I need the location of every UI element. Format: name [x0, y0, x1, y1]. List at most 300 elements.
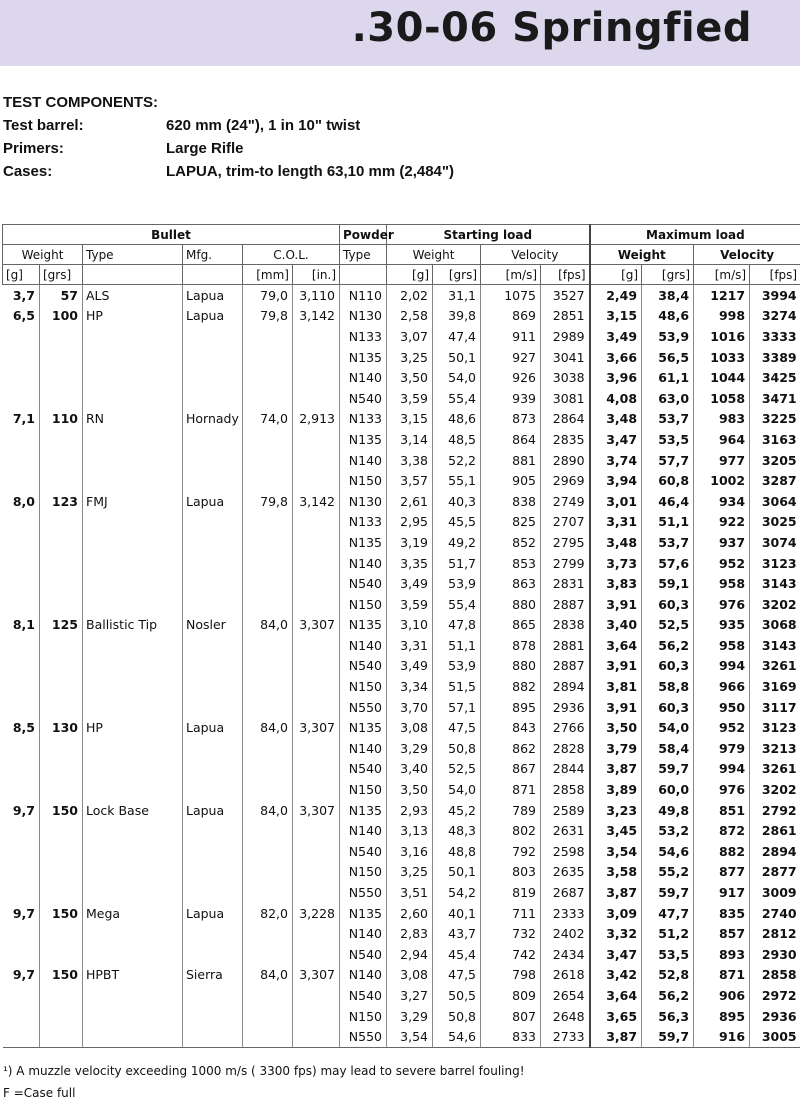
start-velocity-ms-cell: 819 — [481, 882, 541, 903]
max-weight-grs-cell: 53,5 — [642, 944, 694, 965]
manufacturer-cell — [183, 1006, 243, 1027]
bullet-type-cell — [83, 594, 183, 615]
max-velocity-fps-cell: 2877 — [750, 862, 800, 883]
col-mm-cell — [243, 450, 293, 471]
bullet-type-cell: Mega — [83, 903, 183, 924]
start-velocity-fps-cell: 2881 — [541, 635, 590, 656]
start-velocity-ms-cell: 911 — [481, 326, 541, 347]
start-velocity-ms-cell: 711 — [481, 903, 541, 924]
max-velocity-ms-cell: 994 — [694, 656, 750, 677]
start-velocity-ms-cell: 939 — [481, 388, 541, 409]
start-velocity-fps-cell: 2707 — [541, 512, 590, 533]
bullet-weight-g-cell — [3, 594, 40, 615]
bullet-weight-g-cell — [3, 388, 40, 409]
max-weight-grs-cell: 58,4 — [642, 738, 694, 759]
max-velocity-ms-cell: 958 — [694, 635, 750, 656]
col-mm-cell: 84,0 — [243, 717, 293, 738]
table-row — [3, 779, 800, 800]
max-weight-grs-cell: 63,0 — [642, 388, 694, 409]
bullet-weight-g-cell — [3, 676, 40, 697]
max-weight-grs-cell: 59,7 — [642, 882, 694, 903]
max-weight-grs-cell: 51,1 — [642, 512, 694, 533]
max-weight-grs-cell: 51,2 — [642, 923, 694, 944]
component-label: Cases: — [3, 160, 166, 183]
bullet-weight-grs-cell: 150 — [40, 800, 83, 821]
bullet-weight-g-cell — [3, 656, 40, 677]
bullet-weight-g-cell: 9,7 — [3, 800, 40, 821]
bullet-weight-grs-cell — [40, 1026, 83, 1047]
start-weight-g-cell: 3,49 — [387, 573, 433, 594]
bullet-weight-g-cell — [3, 779, 40, 800]
col-in-cell — [293, 697, 340, 718]
max-velocity-ms-cell: 958 — [694, 573, 750, 594]
max-weight-g-cell: 3,23 — [590, 800, 642, 821]
start-velocity-fps-cell: 3041 — [541, 347, 590, 368]
start-velocity-fps-cell: 2936 — [541, 697, 590, 718]
max-velocity-fps-cell: 3261 — [750, 656, 800, 677]
max-weight-g-cell: 3,79 — [590, 738, 642, 759]
start-weight-grs-cell: 52,2 — [433, 450, 481, 471]
start-velocity-fps-cell: 2835 — [541, 429, 590, 450]
start-weight-grs-cell: 55,1 — [433, 470, 481, 491]
start-weight-grs-cell: 48,6 — [433, 409, 481, 430]
powder-type-cell: N150 — [340, 779, 387, 800]
max-velocity-fps-cell: 3333 — [750, 326, 800, 347]
table-row — [3, 965, 800, 986]
max-velocity-fps-cell: 3068 — [750, 615, 800, 636]
max-velocity-ms-cell: 994 — [694, 759, 750, 780]
unit-max-ms: [m/s] — [694, 265, 750, 285]
bullet-type-cell — [83, 347, 183, 368]
col-in-cell — [293, 985, 340, 1006]
col-in-cell — [293, 532, 340, 553]
group-header-row — [3, 225, 800, 245]
max-velocity-ms-cell: 976 — [694, 594, 750, 615]
col-mm-cell — [243, 573, 293, 594]
max-velocity-ms-cell: 922 — [694, 512, 750, 533]
col-mm-cell: 74,0 — [243, 409, 293, 430]
component-label: Test barrel: — [3, 114, 166, 137]
col-mm-cell — [243, 594, 293, 615]
start-velocity-fps-cell: 2858 — [541, 779, 590, 800]
unit-max-g: [g] — [590, 265, 642, 285]
max-weight-grs-cell: 52,8 — [642, 965, 694, 986]
col-in-cell — [293, 738, 340, 759]
bullet-weight-g-cell — [3, 470, 40, 491]
powder-type-cell: N135 — [340, 532, 387, 553]
max-weight-grs-cell: 57,7 — [642, 450, 694, 471]
max-velocity-ms-cell: 1002 — [694, 470, 750, 491]
max-weight-grs-cell: 60,3 — [642, 697, 694, 718]
bullet-weight-grs-cell — [40, 697, 83, 718]
bullet-weight-header: Weight — [3, 245, 83, 265]
start-weight-grs-cell: 50,8 — [433, 738, 481, 759]
table-row — [3, 615, 800, 636]
bullet-weight-g-cell: 9,7 — [3, 903, 40, 924]
col-in-cell — [293, 450, 340, 471]
powder-type-cell: N133 — [340, 326, 387, 347]
bullet-type-cell — [83, 1006, 183, 1027]
start-velocity-ms-cell: 838 — [481, 491, 541, 512]
start-weight-grs-cell: 45,2 — [433, 800, 481, 821]
start-velocity-fps-cell: 3081 — [541, 388, 590, 409]
col-in-cell: 3,228 — [293, 903, 340, 924]
bullet-type-cell — [83, 944, 183, 965]
max-velocity-ms-cell: 952 — [694, 717, 750, 738]
start-velocity-fps-cell: 2589 — [541, 800, 590, 821]
table-row — [3, 367, 800, 388]
table-row — [3, 841, 800, 862]
start-velocity-fps-cell: 2894 — [541, 676, 590, 697]
table-row — [3, 285, 800, 306]
start-velocity-ms-cell: 865 — [481, 615, 541, 636]
bullet-weight-g-cell — [3, 697, 40, 718]
max-weight-grs-cell: 56,2 — [642, 635, 694, 656]
table-row — [3, 985, 800, 1006]
component-label: Primers: — [3, 137, 166, 160]
max-weight-header: Weight — [590, 245, 694, 265]
col-mm-cell — [243, 1006, 293, 1027]
col-mm-cell — [243, 635, 293, 656]
max-velocity-fps-cell: 2740 — [750, 903, 800, 924]
start-weight-g-cell: 2,95 — [387, 512, 433, 533]
max-weight-g-cell: 3,87 — [590, 882, 642, 903]
col-in-cell — [293, 656, 340, 677]
max-velocity-fps-cell: 3202 — [750, 779, 800, 800]
table-row — [3, 697, 800, 718]
max-weight-g-cell: 3,31 — [590, 512, 642, 533]
col-in-cell: 3,307 — [293, 965, 340, 986]
max-velocity-ms-cell: 882 — [694, 841, 750, 862]
start-velocity-fps-cell: 2635 — [541, 862, 590, 883]
start-weight-g-cell: 3,25 — [387, 862, 433, 883]
start-velocity-ms-cell: 881 — [481, 450, 541, 471]
powder-type-cell: N135 — [340, 615, 387, 636]
start-weight-grs-cell: 47,4 — [433, 326, 481, 347]
table-row — [3, 1006, 800, 1027]
maximum-load-header: Maximum load — [590, 225, 800, 245]
max-velocity-fps-cell: 2792 — [750, 800, 800, 821]
max-velocity-ms-cell: 934 — [694, 491, 750, 512]
start-velocity-ms-cell: 864 — [481, 429, 541, 450]
powder-type-cell: N540 — [340, 944, 387, 965]
start-velocity-ms-cell: 871 — [481, 779, 541, 800]
start-velocity-ms-cell: 803 — [481, 862, 541, 883]
max-weight-g-cell: 3,91 — [590, 697, 642, 718]
max-velocity-fps-cell: 3261 — [750, 759, 800, 780]
start-velocity-fps-cell: 2648 — [541, 1006, 590, 1027]
bullet-weight-grs-cell — [40, 820, 83, 841]
start-velocity-fps-cell: 2851 — [541, 306, 590, 327]
max-velocity-ms-cell: 998 — [694, 306, 750, 327]
start-velocity-ms-cell: 862 — [481, 738, 541, 759]
table-row — [3, 532, 800, 553]
col-in-cell: 3,307 — [293, 800, 340, 821]
max-velocity-ms-cell: 966 — [694, 676, 750, 697]
start-weight-grs-cell: 53,9 — [433, 573, 481, 594]
bullet-weight-g-cell — [3, 759, 40, 780]
max-velocity-ms-cell: 835 — [694, 903, 750, 924]
start-velocity-ms-cell: 792 — [481, 841, 541, 862]
test-components — [3, 92, 563, 183]
powder-type-cell: N133 — [340, 409, 387, 430]
start-velocity-fps-cell: 2864 — [541, 409, 590, 430]
max-weight-g-cell: 3,66 — [590, 347, 642, 368]
powder-type-cell: N550 — [340, 1026, 387, 1047]
col-in-cell — [293, 944, 340, 965]
col-mm-cell — [243, 532, 293, 553]
powder-type-cell: N540 — [340, 841, 387, 862]
max-velocity-fps-cell: 3389 — [750, 347, 800, 368]
col-mm-cell — [243, 367, 293, 388]
start-weight-grs-cell: 52,5 — [433, 759, 481, 780]
bullet-weight-g-cell — [3, 429, 40, 450]
max-weight-g-cell: 3,81 — [590, 676, 642, 697]
bullet-weight-g-cell — [3, 882, 40, 903]
start-weight-g-cell: 3,34 — [387, 676, 433, 697]
start-weight-grs-cell: 47,5 — [433, 717, 481, 738]
col-mm-cell: 84,0 — [243, 615, 293, 636]
start-velocity-fps-cell: 2799 — [541, 553, 590, 574]
max-velocity-ms-cell: 952 — [694, 553, 750, 574]
start-weight-g-cell: 2,93 — [387, 800, 433, 821]
manufacturer-cell: Lapua — [183, 800, 243, 821]
start-weight-g-cell: 3,51 — [387, 882, 433, 903]
bullet-type-cell — [83, 656, 183, 677]
max-weight-grs-cell: 49,8 — [642, 800, 694, 821]
max-weight-grs-cell: 48,6 — [642, 306, 694, 327]
start-velocity-fps-cell: 2434 — [541, 944, 590, 965]
col-in-cell — [293, 326, 340, 347]
start-velocity-ms-cell: 895 — [481, 697, 541, 718]
powder-type-cell: N140 — [340, 367, 387, 388]
col-in-cell — [293, 779, 340, 800]
bullet-type-cell — [83, 553, 183, 574]
start-velocity-fps-cell: 2333 — [541, 903, 590, 924]
bullet-weight-grs-cell — [40, 573, 83, 594]
manufacturer-cell — [183, 656, 243, 677]
max-weight-grs-cell: 59,7 — [642, 1026, 694, 1047]
start-weight-g-cell: 3,59 — [387, 594, 433, 615]
bullet-weight-grs-cell — [40, 367, 83, 388]
max-weight-g-cell: 3,87 — [590, 759, 642, 780]
bullet-weight-g-cell — [3, 1006, 40, 1027]
bullet-weight-grs-cell — [40, 429, 83, 450]
bullet-type-cell — [83, 470, 183, 491]
max-velocity-fps-cell: 2936 — [750, 1006, 800, 1027]
table-row — [3, 553, 800, 574]
start-velocity-ms-cell: 843 — [481, 717, 541, 738]
col-mm-cell — [243, 985, 293, 1006]
powder-type-cell: N150 — [340, 676, 387, 697]
manufacturer-cell: Lapua — [183, 903, 243, 924]
manufacturer-cell — [183, 841, 243, 862]
manufacturer-cell — [183, 676, 243, 697]
col-mm-cell — [243, 512, 293, 533]
bullet-weight-grs-cell — [40, 841, 83, 862]
start-weight-g-cell: 3,50 — [387, 779, 433, 800]
start-velocity-ms-cell: 927 — [481, 347, 541, 368]
col-mm-cell — [243, 882, 293, 903]
max-weight-g-cell: 3,45 — [590, 820, 642, 841]
max-weight-grs-cell: 38,4 — [642, 285, 694, 306]
start-velocity-fps-cell: 2828 — [541, 738, 590, 759]
col-mm-cell: 82,0 — [243, 903, 293, 924]
powder-type-cell: N540 — [340, 388, 387, 409]
bullet-weight-g-cell — [3, 450, 40, 471]
col-mm-cell — [243, 862, 293, 883]
start-weight-g-cell: 3,57 — [387, 470, 433, 491]
table-row — [3, 594, 800, 615]
start-velocity-ms-cell: 853 — [481, 553, 541, 574]
start-weight-g-cell: 3,40 — [387, 759, 433, 780]
starting-load-header: Starting load — [387, 225, 590, 245]
start-weight-grs-cell: 50,5 — [433, 985, 481, 1006]
max-weight-g-cell: 3,49 — [590, 326, 642, 347]
powder-type-cell: N540 — [340, 759, 387, 780]
start-velocity-ms-cell: 833 — [481, 1026, 541, 1047]
max-velocity-fps-cell: 3009 — [750, 882, 800, 903]
max-velocity-ms-cell: 1217 — [694, 285, 750, 306]
table-row — [3, 491, 800, 512]
powder-type-cell: N135 — [340, 347, 387, 368]
manufacturer-cell — [183, 882, 243, 903]
start-weight-g-cell: 3,08 — [387, 717, 433, 738]
bullet-weight-grs-cell — [40, 635, 83, 656]
bullet-weight-grs-cell — [40, 450, 83, 471]
powder-type-cell: N140 — [340, 553, 387, 574]
bullet-type-cell — [83, 759, 183, 780]
max-velocity-fps-cell: 2894 — [750, 841, 800, 862]
max-weight-g-cell: 3,58 — [590, 862, 642, 883]
max-weight-grs-cell: 53,2 — [642, 820, 694, 841]
start-weight-g-cell: 3,25 — [387, 347, 433, 368]
col-in-cell — [293, 862, 340, 883]
powder-type-cell: N540 — [340, 985, 387, 1006]
powder-type-cell: N133 — [340, 512, 387, 533]
max-velocity-fps-cell: 3143 — [750, 573, 800, 594]
bullet-weight-grs-cell — [40, 676, 83, 697]
start-weight-grs-cell: 39,8 — [433, 306, 481, 327]
max-velocity-ms-cell: 983 — [694, 409, 750, 430]
case-full-footnote: F =Case full — [3, 1082, 525, 1104]
start-weight-grs-cell: 55,4 — [433, 594, 481, 615]
manufacturer-cell: Lapua — [183, 285, 243, 306]
max-weight-grs-cell: 60,0 — [642, 779, 694, 800]
start-velocity-fps-cell: 2838 — [541, 615, 590, 636]
start-velocity-fps-cell: 2733 — [541, 1026, 590, 1047]
col-mm-cell — [243, 944, 293, 965]
powder-type-cell: N550 — [340, 882, 387, 903]
start-velocity-ms-cell: 742 — [481, 944, 541, 965]
start-weight-g-cell: 3,31 — [387, 635, 433, 656]
manufacturer-cell — [183, 450, 243, 471]
max-weight-g-cell: 3,74 — [590, 450, 642, 471]
max-weight-g-cell: 3,42 — [590, 965, 642, 986]
bullet-weight-grs-cell — [40, 1006, 83, 1027]
table-row — [3, 862, 800, 883]
max-velocity-ms-cell: 950 — [694, 697, 750, 718]
table-row — [3, 1026, 800, 1047]
max-velocity-fps-cell: 3994 — [750, 285, 800, 306]
start-weight-g-cell: 3,38 — [387, 450, 433, 471]
table-row — [3, 944, 800, 965]
max-velocity-fps-cell: 2858 — [750, 965, 800, 986]
bullet-type-cell — [83, 841, 183, 862]
powder-type-cell: N150 — [340, 862, 387, 883]
start-velocity-ms-cell: 852 — [481, 532, 541, 553]
max-velocity-fps-cell: 3213 — [750, 738, 800, 759]
footnotes — [3, 1060, 525, 1104]
bullet-type-cell — [83, 1026, 183, 1047]
max-weight-grs-cell: 57,6 — [642, 553, 694, 574]
max-weight-g-cell: 3,47 — [590, 429, 642, 450]
start-weight-grs-cell: 48,3 — [433, 820, 481, 841]
manufacturer-cell — [183, 367, 243, 388]
max-velocity-ms-cell: 1058 — [694, 388, 750, 409]
start-weight-g-cell: 3,16 — [387, 841, 433, 862]
max-weight-grs-cell: 53,9 — [642, 326, 694, 347]
col-in-cell — [293, 553, 340, 574]
bullet-type-cell — [83, 779, 183, 800]
bullet-type-header: Type — [83, 245, 183, 265]
start-weight-g-cell: 3,50 — [387, 367, 433, 388]
col-in-cell: 3,110 — [293, 285, 340, 306]
start-velocity-ms-cell: 869 — [481, 306, 541, 327]
max-velocity-ms-cell: 917 — [694, 882, 750, 903]
bullet-weight-grs-cell — [40, 985, 83, 1006]
bullet-group-header: Bullet — [3, 225, 340, 245]
bullet-weight-grs-cell — [40, 512, 83, 533]
bullet-weight-grs-cell — [40, 759, 83, 780]
max-velocity-ms-cell: 895 — [694, 1006, 750, 1027]
manufacturer-cell — [183, 470, 243, 491]
table-row — [3, 759, 800, 780]
load-data-table — [2, 224, 800, 1048]
max-weight-g-cell: 3,32 — [590, 923, 642, 944]
start-weight-g-cell: 3,07 — [387, 326, 433, 347]
max-weight-grs-cell: 47,7 — [642, 903, 694, 924]
start-weight-g-cell: 3,08 — [387, 965, 433, 986]
col-header: C.O.L. — [243, 245, 340, 265]
bullet-weight-grs-cell — [40, 944, 83, 965]
start-weight-g-cell: 3,13 — [387, 820, 433, 841]
start-weight-g-cell: 3,70 — [387, 697, 433, 718]
manufacturer-cell: Hornady — [183, 409, 243, 430]
velocity-footnote: ¹) A muzzle velocity exceeding 1000 m/s ( 3300 fps) may lead to severe barrel fouling! — [3, 1060, 525, 1082]
col-in-cell — [293, 512, 340, 533]
bullet-weight-g-cell — [3, 367, 40, 388]
max-weight-g-cell: 3,87 — [590, 1026, 642, 1047]
start-velocity-ms-cell: 802 — [481, 820, 541, 841]
max-velocity-ms-cell: 871 — [694, 965, 750, 986]
start-weight-g-cell: 2,94 — [387, 944, 433, 965]
bullet-type-cell: ALS — [83, 285, 183, 306]
bullet-type-cell — [83, 738, 183, 759]
unit-mm: [mm] — [243, 265, 293, 285]
start-velocity-fps-cell: 2887 — [541, 656, 590, 677]
unit-start-g: [g] — [387, 265, 433, 285]
powder-type-cell: N540 — [340, 656, 387, 677]
unit-blank — [183, 265, 243, 285]
bullet-type-cell: FMJ — [83, 491, 183, 512]
powder-type-header: Type — [340, 245, 387, 265]
start-velocity-ms-cell: 926 — [481, 367, 541, 388]
bullet-weight-g-cell — [3, 944, 40, 965]
manufacturer-cell — [183, 512, 243, 533]
bullet-type-cell — [83, 326, 183, 347]
max-weight-g-cell: 3,47 — [590, 944, 642, 965]
